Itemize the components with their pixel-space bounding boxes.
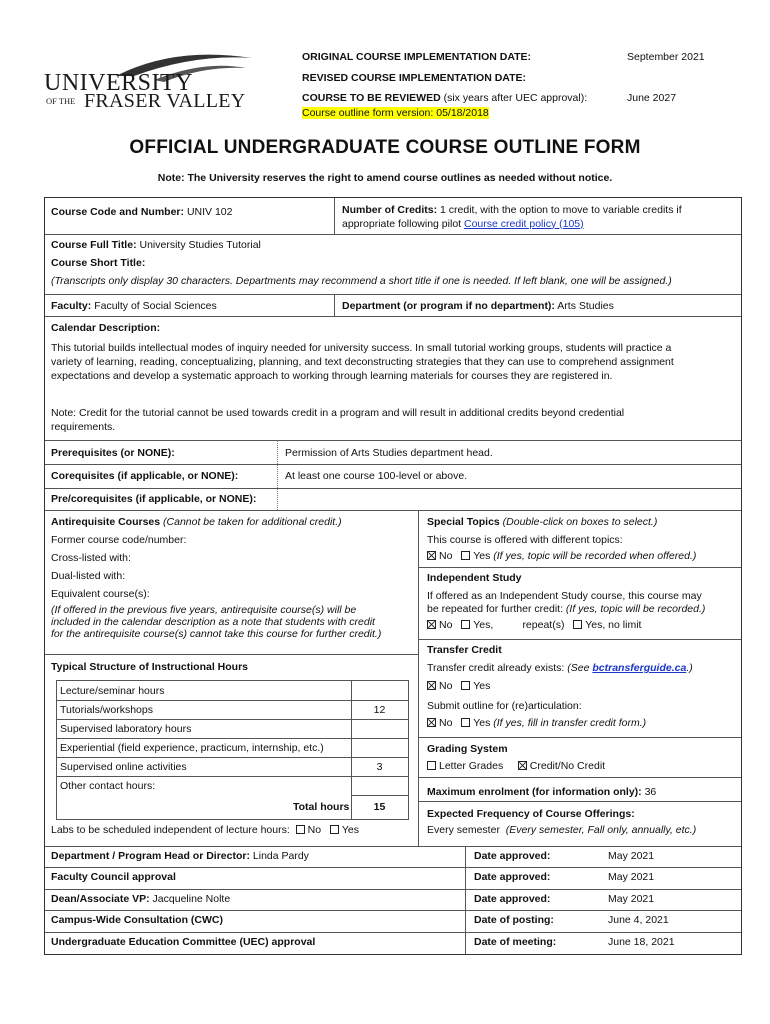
- rearticulation-yes-note: (If yes, fill in transfer credit form.): [493, 717, 647, 729]
- antireq-info-3: for the antirequisite course(s) cannot take this course for further credit.): [51, 628, 382, 640]
- hours-row-value: 12: [373, 704, 386, 716]
- grading-label: Grading System: [427, 743, 508, 755]
- review-date-value: June 2027: [627, 92, 677, 104]
- approval-label: Campus-Wide Consultation (CWC): [51, 914, 223, 926]
- review-date-label: COURSE TO BE REVIEWED: [302, 92, 441, 104]
- hours-row-label: Lecture/seminar hours: [60, 685, 165, 697]
- antireq-cross: Cross-listed with:: [51, 552, 131, 564]
- antireq-dual: Dual-listed with:: [51, 570, 126, 582]
- hours-row-label: Other contact hours:: [60, 780, 156, 792]
- hours-row-label: Experiential (field experience, practicum, internship, etc.): [60, 742, 324, 754]
- special-yes-checkbox[interactable]: [461, 551, 470, 560]
- approval-row: [51, 914, 223, 926]
- approval-date-label: Date approved:: [474, 850, 551, 862]
- approval-name: Linda Pardy: [252, 850, 309, 862]
- grading-options: [427, 760, 605, 772]
- coreq-label: Corequisites (if applicable, or NONE):: [51, 470, 239, 482]
- review-date-note: (six years after UEC approval):: [443, 92, 588, 104]
- original-date-value: September 2021: [627, 51, 705, 63]
- hours-row-label: Supervised laboratory hours: [60, 723, 192, 735]
- total-hours-label: Total hours: [293, 801, 350, 813]
- labs-label: Labs to be scheduled independent of lecture hours:: [51, 824, 290, 836]
- calendar-line-1: This tutorial builds intellectual modes of inquiry needed for university success. In small tutorial working groups, students will practice a: [51, 342, 672, 354]
- credits-label: Number of Credits:: [342, 204, 438, 216]
- independent-text-1: If offered as an Independent Study course, this course may: [427, 590, 702, 602]
- course-code-value: UNIV 102: [186, 206, 233, 218]
- letter-grades-label: Letter Grades: [439, 760, 504, 772]
- independent-options: [427, 619, 641, 631]
- special-text: This course is offered with different topics:: [427, 534, 623, 546]
- prereq-value: Permission of Arts Studies department head.: [285, 447, 493, 459]
- hours-row-label: Supervised online activities: [60, 761, 187, 773]
- review-date-row: [302, 92, 587, 104]
- frequency-note: (Every semester, Fall only, annually, etc.): [505, 824, 697, 836]
- labs-yes-checkbox[interactable]: [330, 825, 339, 834]
- letter-grades-checkbox[interactable]: [427, 761, 436, 770]
- approval-date: June 4, 2021: [608, 914, 669, 926]
- approval-row: [51, 893, 230, 905]
- independent-nolimit-label: Yes, no limit: [585, 619, 642, 631]
- amend-note: Note: The University reserves the right to amend course outlines as needed without notice.: [157, 172, 613, 184]
- university-logo: [44, 44, 254, 124]
- transfer-text: [427, 662, 693, 674]
- revised-date-label: REVISED COURSE IMPLEMENTATION DATE:: [302, 72, 527, 84]
- independent-no-label: No: [439, 619, 453, 631]
- independent-yes-checkbox[interactable]: [461, 620, 470, 629]
- labs-no-label: No: [307, 824, 322, 836]
- labs-row: [51, 824, 359, 836]
- special-label: Special Topics: [427, 516, 500, 528]
- special-no-label: No: [439, 550, 453, 562]
- frequency: [427, 824, 696, 836]
- credit-no-credit-label: Credit/No Credit: [529, 760, 606, 772]
- full-title: [51, 239, 261, 251]
- logo-of-the: OF THE: [46, 96, 76, 106]
- rearticulation-yes-label: Yes: [473, 717, 491, 729]
- transfer-submit: Submit outline for (re)articulation:: [427, 700, 582, 712]
- page-title: OFFICIAL UNDERGRADUATE COURSE OUTLINE FORM: [129, 137, 641, 158]
- approval-label: Faculty Council approval: [51, 871, 176, 883]
- credits: [342, 204, 737, 231]
- full-title-value: University Studies Tutorial: [139, 239, 261, 251]
- form-version-text: Course outline form version: 05/18/2018: [302, 107, 489, 119]
- special-options: [427, 550, 696, 562]
- department: [342, 300, 614, 312]
- rearticulation-no-checkbox[interactable]: [427, 718, 436, 727]
- form-version: [302, 107, 489, 119]
- calendar-note-2: requirements.: [51, 421, 116, 433]
- frequency-label: Expected Frequency of Course Offerings:: [427, 808, 635, 820]
- short-title-note: (Transcripts only display 30 characters. Departments may recommend a short title if one is needed. If left blank, one will be assigned.): [51, 275, 672, 287]
- approval-row: [51, 871, 176, 883]
- approval-date-label: Date approved:: [474, 893, 551, 905]
- independent-nolimit-checkbox[interactable]: [573, 620, 582, 629]
- credits-value: 1 credit, with the option to move to variable credits if: [440, 204, 682, 216]
- approval-row: [51, 850, 309, 862]
- approval-date-label: Date of meeting:: [474, 936, 557, 948]
- special-yes-note: (If yes, topic will be recorded when offered.): [493, 550, 697, 562]
- bctransferguide-link[interactable]: bctransferguide.ca: [592, 662, 687, 674]
- antireq-label: Antirequisite Courses: [51, 516, 161, 528]
- transfer-no-checkbox[interactable]: [427, 681, 436, 690]
- independent-yes-label: Yes,: [473, 619, 494, 631]
- antireq-info-2: included in the calendar description as a note that students with credit: [51, 616, 375, 628]
- calendar-line-2: variety of learning, reading, conceptualizing, planning, and text deconstructing strategies that they can use to comprehend assignment: [51, 356, 674, 368]
- special-yes-label: Yes: [473, 550, 491, 562]
- labs-yes-label: Yes: [341, 824, 359, 836]
- independent-repeat-label: repeat(s): [522, 619, 565, 631]
- antireq-equiv: Equivalent course(s):: [51, 588, 150, 600]
- transfer-see-end: .): [686, 662, 693, 674]
- rearticulation-yes-checkbox[interactable]: [461, 718, 470, 727]
- independent-text-2b: (If yes, topic will be recorded.): [565, 603, 706, 615]
- independent-label: Independent Study: [427, 572, 522, 584]
- department-label: Department (or program if no department):: [342, 300, 555, 312]
- transfer-exists: Transfer credit already exists:: [427, 662, 565, 674]
- hours-row-label: Tutorials/workshops: [60, 704, 153, 716]
- hours-row-value: 3: [376, 761, 383, 773]
- antireq-former: Former course code/number:: [51, 534, 187, 546]
- faculty: [51, 300, 217, 312]
- approval-date: May 2021: [608, 871, 655, 883]
- department-value: Arts Studies: [557, 300, 614, 312]
- approval-date-label: Date of posting:: [474, 914, 554, 926]
- structure-label: Typical Structure of Instructional Hours: [51, 661, 248, 673]
- transfer-label: Transfer Credit: [427, 644, 502, 656]
- transfer-submit-options: [427, 717, 646, 729]
- max-enrolment: [427, 786, 656, 798]
- precoreq-label: Pre/corequisites (if applicable, or NONE):: [51, 493, 257, 505]
- frequency-value: Every semester: [427, 824, 500, 836]
- original-date-label: ORIGINAL COURSE IMPLEMENTATION DATE:: [302, 51, 532, 63]
- antireq-info-1: (If offered in the previous five years, antirequisite course(s) will be: [51, 604, 357, 616]
- calendar-label: Calendar Description:: [51, 322, 161, 334]
- antireq-note: (Cannot be taken for additional credit.): [163, 516, 342, 528]
- rearticulation-no-label: No: [439, 717, 453, 729]
- total-hours-value: 15: [373, 801, 386, 813]
- course-code-label: Course Code and Number:: [51, 206, 185, 218]
- faculty-label: Faculty:: [51, 300, 92, 312]
- course-code: [51, 206, 232, 218]
- short-title-label: Course Short Title:: [51, 257, 146, 269]
- approval-label: Department / Program Head or Director:: [51, 850, 250, 862]
- approval-label: Undergraduate Education Committee (UEC) approval: [51, 936, 316, 948]
- course-outline-form: [44, 197, 742, 955]
- credit-no-credit-checkbox[interactable]: [518, 761, 527, 770]
- special-no-checkbox[interactable]: [427, 551, 436, 560]
- full-title-label: Course Full Title:: [51, 239, 137, 251]
- transfer-yes-checkbox[interactable]: [461, 681, 470, 690]
- labs-no-checkbox[interactable]: [296, 825, 305, 834]
- approval-row: [51, 936, 315, 948]
- approval-date-label: Date approved:: [474, 871, 551, 883]
- transfer-see: (See: [567, 662, 590, 674]
- approval-label: Dean/Associate VP:: [51, 893, 150, 905]
- max-enrolment-value: 36: [644, 786, 657, 798]
- transfer-no-label: No: [439, 680, 453, 692]
- logo-fraser-valley: FRASER VALLEY: [84, 90, 246, 112]
- calendar-note-1: Note: Credit for the tutorial cannot be used towards credit in a program and will result in additional credits beyond credential: [51, 407, 625, 419]
- credits-value2: appropriate following pilot: [342, 217, 462, 230]
- max-enrolment-label: Maximum enrolment (for information only):: [427, 786, 642, 798]
- special-note: (Double-click on boxes to select.): [502, 516, 658, 528]
- independent-text-2: [427, 603, 705, 615]
- hours-table: [56, 680, 409, 820]
- prereq-label: Prerequisites (or NONE):: [51, 447, 175, 459]
- coreq-value: At least one course 100-level or above.: [285, 470, 468, 482]
- credit-policy-link[interactable]: Course credit policy (105): [464, 217, 584, 230]
- transfer-options: [427, 680, 490, 692]
- approval-date: May 2021: [608, 850, 655, 862]
- calendar-line-3: expectations and develop a systematic approach to working through learning materials for courses they are registered in.: [51, 370, 613, 382]
- special-heading: [427, 516, 657, 528]
- approval-date: June 18, 2021: [608, 936, 675, 948]
- independent-text-2a: be repeated for further credit:: [427, 603, 563, 615]
- logo-university: UNIVERSITY: [44, 70, 193, 96]
- transfer-yes-label: Yes: [473, 680, 491, 692]
- antireq-heading: [51, 516, 342, 528]
- independent-no-checkbox[interactable]: [427, 620, 436, 629]
- approval-name: Jacqueline Nolte: [152, 893, 231, 905]
- faculty-value: Faculty of Social Sciences: [94, 300, 217, 312]
- approval-date: May 2021: [608, 893, 655, 905]
